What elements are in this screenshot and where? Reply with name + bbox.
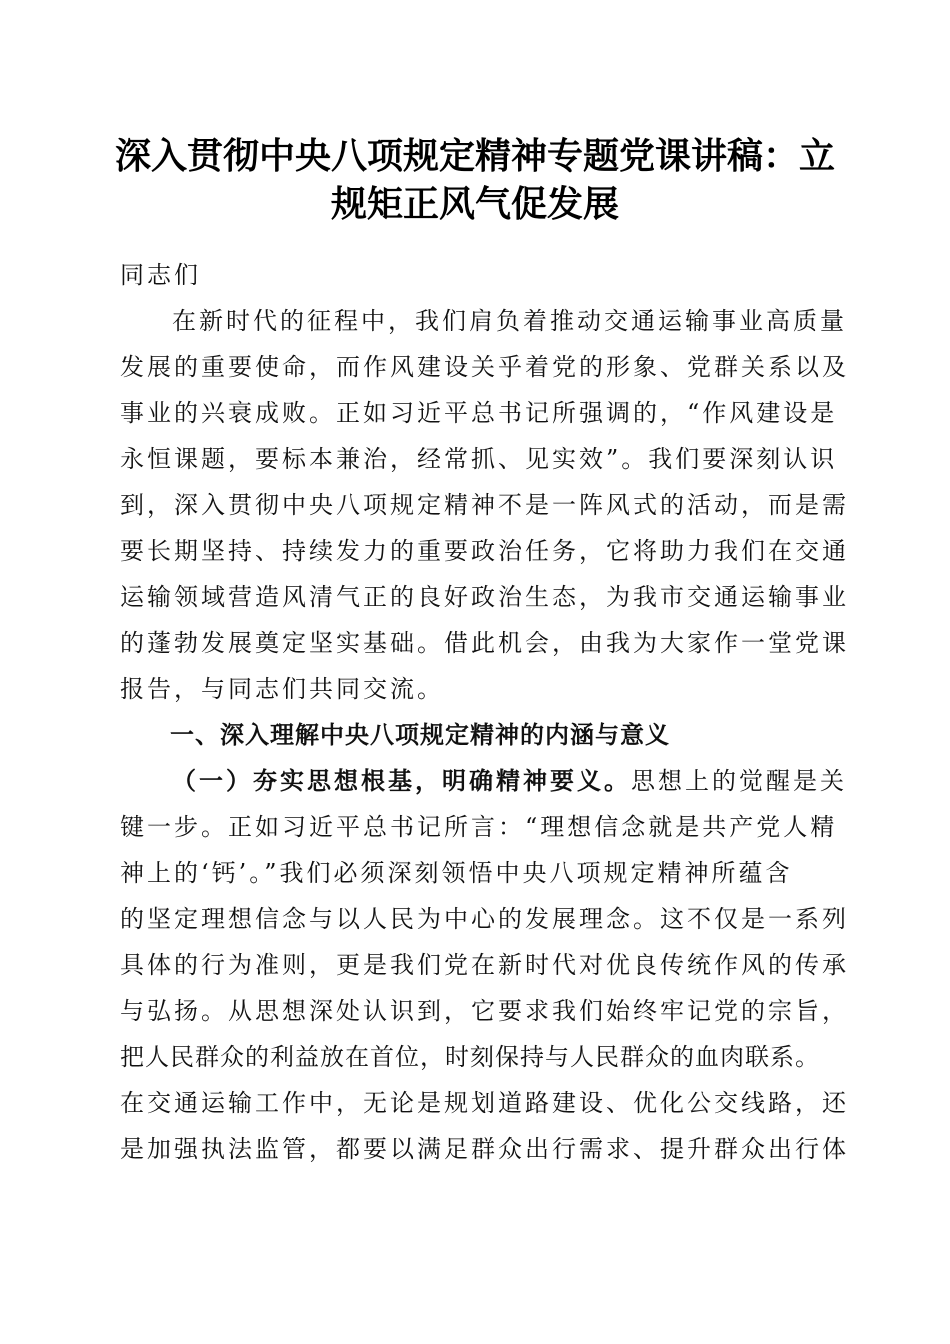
title-line-2: 规矩正风气促发展 xyxy=(330,183,619,225)
document-title xyxy=(100,132,850,228)
subsection-line-8: 在交通运输工作中，无论是规划道路建设、优化公交线路，还 xyxy=(120,1089,849,1117)
intro-line-3: 事业的兴衰成败。正如习近平总书记所强调的，“作风建设是 xyxy=(120,399,838,427)
section-heading-1: 一、深入理解中央八项规定精神的内涵与意义 xyxy=(170,721,670,749)
subsection-line-1-rest: 思想上的觉醒是关 xyxy=(631,767,847,795)
salutation: 同志们 xyxy=(120,261,201,289)
subsection-line-3: 神上的‘钙’。”我们必须深刻领悟中央八项规定精神所蕴含 xyxy=(120,859,793,887)
subsection-line-9: 是加强执法监管，都要以满足群众出行需求、提升群众出行体 xyxy=(120,1135,849,1163)
intro-line-4: 永恒课题，要标本兼治，经常抓、见实效”。我们要深刻认识 xyxy=(120,445,838,473)
document-body xyxy=(120,252,849,1172)
subsection-line-6: 与弘扬。从思想深处认识到，它要求我们始终牢记党的宗旨， xyxy=(120,997,849,1025)
intro-line-9: 报告，与同志们共同交流。 xyxy=(120,675,444,703)
intro-line-6: 要长期坚持、持续发力的重要政治任务，它将助力我们在交通 xyxy=(120,537,849,565)
intro-line-8: 的蓬勃发展奠定坚实基础。借此机会，由我为大家作一堂党课 xyxy=(120,629,849,657)
subsection-heading-1: （一）夯实思想根基，明确精神要义。 xyxy=(172,766,631,795)
subsection-line-7: 把人民群众的利益放在首位，时刻保持与人民群众的血肉联系。 xyxy=(120,1043,820,1071)
intro-line-5: 到，深入贯彻中央八项规定精神不是一阵风式的活动，而是需 xyxy=(120,491,849,519)
intro-line-7: 运输领域营造风清气正的良好政治生态，为我市交通运输事业 xyxy=(120,583,849,611)
intro-line-2: 发展的重要使命，而作风建设关乎着党的形象、党群关系以及 xyxy=(120,353,849,381)
title-line-1: 深入贯彻中央八项规定精神专题党课讲稿：立 xyxy=(114,135,835,177)
subsection-line-5: 具体的行为准则，更是我们党在新时代对优良传统作风的传承 xyxy=(120,951,849,979)
subsection-line-2: 键一步。正如习近平总书记所言：“理想信念就是共产党人精 xyxy=(120,813,838,841)
subsection-line-1 xyxy=(120,758,847,804)
subsection-line-4: 的坚定理想信念与以人民为中心的发展理念。这不仅是一系列 xyxy=(120,905,849,933)
intro-line-1: 在新时代的征程中，我们肩负着推动交通运输事业高质量 xyxy=(172,307,847,335)
